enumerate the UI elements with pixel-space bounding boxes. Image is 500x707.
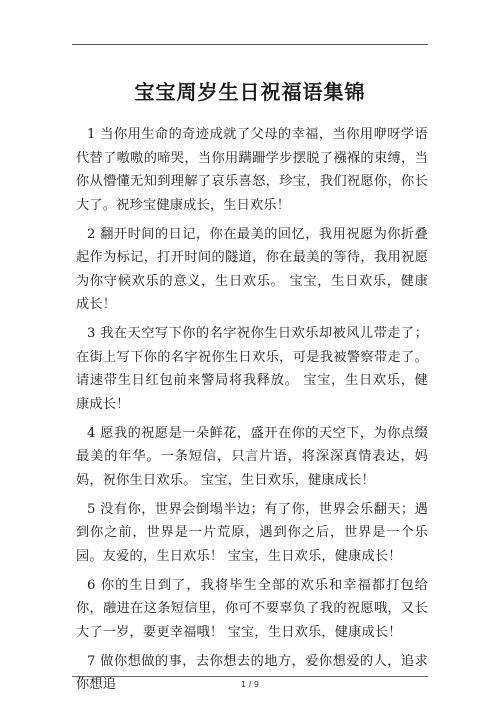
footer-rule <box>72 676 428 677</box>
document-title: 宝宝周岁生日祝福语集锦 <box>134 80 366 104</box>
paragraph-4 <box>76 422 428 493</box>
paragraph-number: 1 <box>87 127 96 142</box>
paragraph-6 <box>76 574 428 645</box>
paragraph-number: 4 <box>87 425 96 441</box>
paragraph-text: 当你用生命的奇迹成就了父母的幸福，当你用咿呀学语代替了嗷嗷的啼哭，当你用蹒跚学步摆脱了襁褓的束缚，当你从懵懂无知到理解了哀乐喜怒，珍宝，我们祝愿你，你长大了。祝珍宝健康成长，生日欢乐！ <box>76 127 428 213</box>
paragraph-7 <box>76 650 428 697</box>
paragraph-1 <box>76 123 428 217</box>
paragraph-number: 2 <box>87 226 96 242</box>
paragraph-number: 6 <box>87 577 96 593</box>
paragraph-text: 你的生日到了，我将毕生全部的欢乐和幸福都打包给你，融进在这条短信里，你可不要辜负了我的祝愿哦，又长大了一岁，要更幸福哦！ 宝宝，生日欢乐，健康成长！ <box>76 577 428 640</box>
paragraph-text: 翻开时间的日记，你在最美的回忆，我用祝愿为你折叠起作为标记，打开时间的隧道，你在最美的等待，我用祝愿为你守候欢乐的意义，生日欢乐。 宝宝，生日欢乐，健康成长！ <box>76 226 428 312</box>
paragraph-number: 5 <box>87 501 96 517</box>
paragraph-3 <box>76 322 428 416</box>
paragraph-text: 没有你，世界会倒塌半边；有了你，世界会乐翻天；遇到你之前，世界是一片荒原，遇到你之后，世界是一个乐园。友爱的，生日欢乐！ 宝宝，生日欢乐，健康成长！ <box>76 501 428 564</box>
paragraph-text: 做你想做的事，去你想去的地方，爱你想爱的人，追求你想追 <box>76 653 428 692</box>
paragraph-number: 3 <box>87 326 96 341</box>
page-number: 1 / 9 <box>241 680 259 689</box>
paragraph-text: 愿我的祝愿是一朵鲜花，盛开在你的天空下，为你点缀最美的年华。一条短信，只言片语，将深深真情表达，妈妈，祝你生日欢乐。 宝宝，生日欢乐，健康成长！ <box>76 425 428 488</box>
paragraph-5 <box>76 498 428 569</box>
paragraph-text: 我在天空写下你的名字祝你生日欢乐却被风儿带走了；在街上写下你的名字祝你生日欢乐，可是我被警察带走了。请速带生日红包前来警局将我释放。 宝宝，生日欢乐，健康成长！ <box>76 326 428 412</box>
paragraph-number: 7 <box>87 653 96 669</box>
paragraph-2 <box>76 223 428 317</box>
header-rule <box>72 44 428 45</box>
